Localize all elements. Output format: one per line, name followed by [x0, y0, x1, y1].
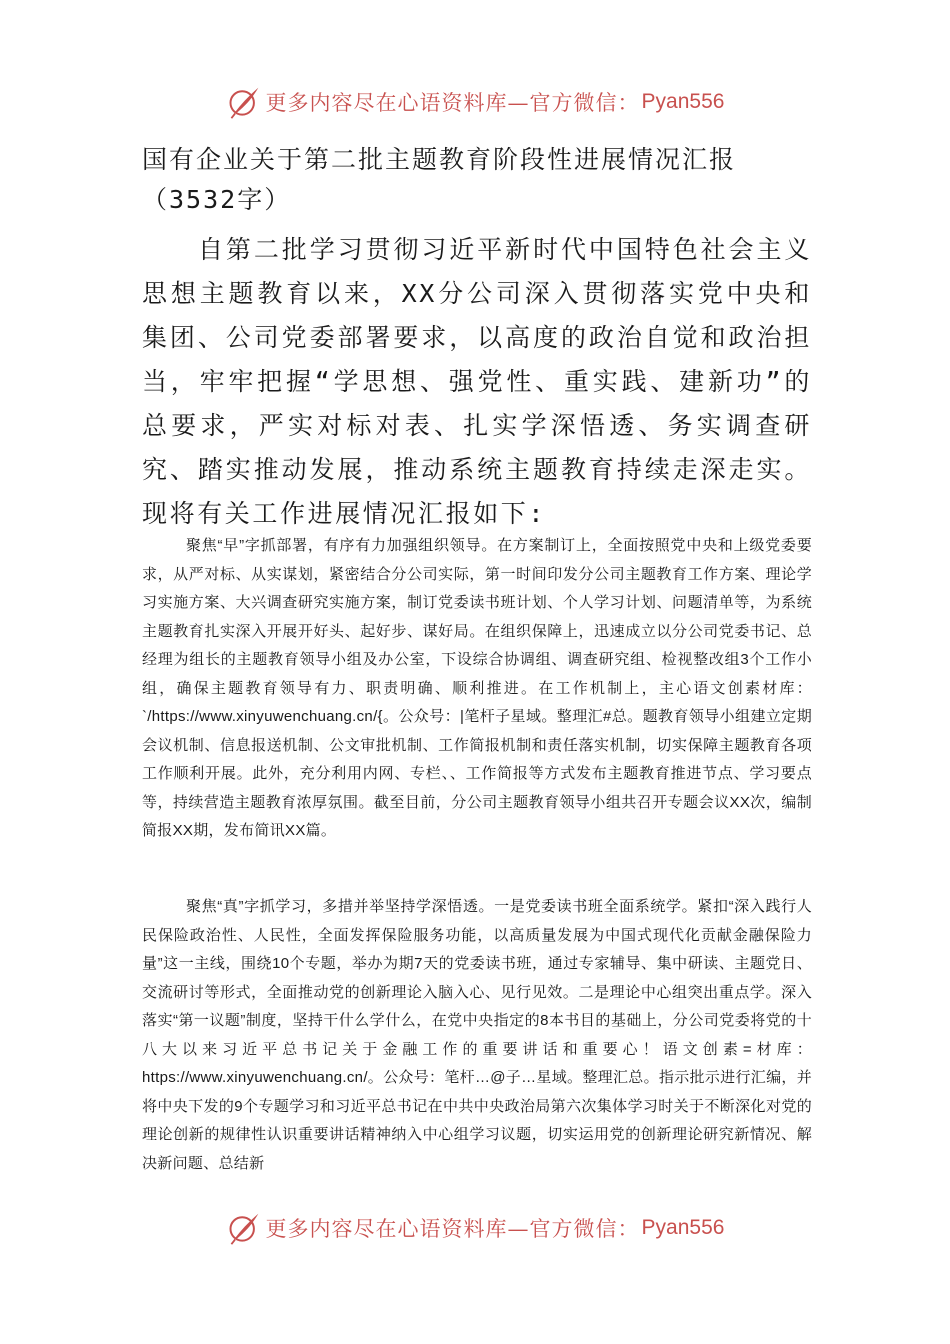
header-banner	[0, 82, 950, 122]
footer-banner	[0, 1208, 950, 1248]
body-paragraph-1: 聚焦“早”字抓部署，有序有力加强组织领导。在方案制订上，全面按照党中央和上级党委要求，从严对标、从实谋划，紧密结合分公司实际，第一时间印发分公司主题教育工作方案、理论学习实施方案、大兴调查研究实施方案，制订党委读书班计划、个人学习计划、问题清单等，为系统主题教育扎实深入开展开好头、起好步、谋好局。在组织保障上，迅速成立以分公司党委书记、总经理为组长的主题教育领导小组及办公室，下设综合协调组、调查研究组、检视整改组3个工作小组，确保主题教育领导有力、职责明确、顺利推进。在工作机制上，主心语文创素材库：`/https://www.xinyuwenchuang.cn/{。公众号：|笔杆子星域。整理汇#总。题教育领导小组建立定期会议机制、信息报送机制、公文审批机制、工作简报机制和责任落实机制，切实保障主题教育各项工作顺利开展。此外，充分利用内网、专栏、、工作简报等方式发布主题教育推进节点、学习要点等，持续营造主题教育浓厚氛围。截至目前，分公司主题教育领导小组共召开专题会议XX次，编制简报XX期，发布简讯XX篇。	[142, 537, 812, 839]
intro-paragraph: 自第二批学习贯彻习近平新时代中国特色社会主义思想主题教育以来，XX分公司深入贯彻落实党中央和集团、公司党委部署要求，以高度的政治自觉和政治担当，牢牢把握“学思想、强党性、重实践、建新功”的总要求，严实对标对表、扎实学深悟透、务实调查研究、踏实推动发展，推动系统主题教育持续走深走实。现将有关工作进展情况汇报如下:	[142, 235, 812, 528]
header-banner-text: 更多内容尽在心语资料库—官方微信：	[265, 91, 640, 115]
body-paragraph-2: 聚焦“真”字抓学习，多措并举坚持学深悟透。一是党委读书班全面系统学。紧扣“深入践行人民保险政治性、人民性，全面发挥保险服务功能，以高质量发展为中国式现代化贡献金融保险力量”这一主线，围绕10个专题，举办为期7天的党委读书班，通过专家辅导、集中研读、主题党日、交流研讨等形式，全面推动党的创新理论入脑入心、见行见效。二是理论中心组突出重点学。深入落实“第一议题”制度，坚持干什么学什么，在党中央指定的8本书目的基础上，分公司党委将党的十八大以来习近平总书记关于金融工作的重要讲话和重要心！语文创素=材库：https://www.xinyuwenchuang.cn/。公众号：笔杆…@子…星域。整理汇总。指示批示进行汇编，并将中央下发的9个专题学习和习近平总书记在中共中央政治局第六次集体学习时关于不断深化对党的理论创新的规律性认识重要讲话精神纳入中心组学习议题，切实运用党的创新理论研究新情况、解决新问题、总结新	[142, 898, 812, 1172]
footer-wechat-id: Pyan556	[641, 1216, 725, 1239]
quill-pen-logo-icon	[226, 84, 262, 120]
quill-pen-logo-icon	[226, 1210, 262, 1246]
document-title: 国有企业关于第二批主题教育阶段性进展情况汇报（3532字）	[142, 145, 737, 214]
footer-banner-text: 更多内容尽在心语资料库—官方微信：	[265, 1217, 640, 1241]
header-wechat-id: Pyan556	[641, 90, 725, 113]
